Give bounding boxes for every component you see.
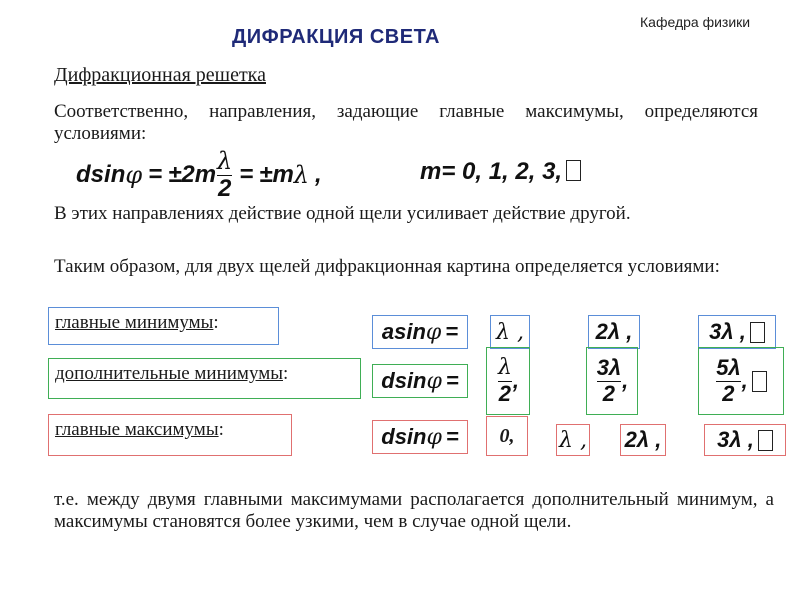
value-comma: ,	[741, 368, 748, 393]
lambda-symbol: λ	[293, 161, 310, 189]
sin-function: sin	[394, 368, 427, 393]
equals-sign: =	[445, 368, 459, 393]
phi-symbol: φ	[426, 424, 442, 450]
value-3lambda-over-2	[586, 347, 638, 415]
value-text: 2λ ,	[595, 319, 633, 344]
paragraph-two-slits: Таким образом, для двух щелей дифракционная картина определяется условиями:	[54, 256, 720, 277]
section-subtitle: Дифракционная решетка	[54, 64, 266, 86]
pm-m-term: ±m	[259, 161, 294, 188]
paragraph-reinforce: В этих направлениях действие одной щели усиливает действие другой.	[54, 203, 631, 224]
label-colon: :	[218, 419, 224, 440]
value-text: λ ,	[559, 427, 587, 453]
value-text: λ ,	[496, 319, 524, 345]
ellipsis-placeholder-icon	[758, 430, 773, 451]
value-2lambda	[588, 315, 640, 349]
var-a: a	[381, 319, 395, 344]
label-colon: :	[213, 312, 219, 333]
value-3lambda	[704, 424, 786, 456]
fraction-denominator: 2	[597, 381, 621, 406]
value-text: 3λ ,	[717, 427, 754, 452]
equals-sign: =	[445, 424, 459, 449]
label-text: главные минимумы	[55, 312, 214, 333]
label-colon: :	[283, 363, 289, 384]
main-maxima-equation	[76, 147, 322, 202]
equals-sign: =	[239, 161, 254, 188]
value-comma: ,	[512, 368, 520, 393]
lhs-a-sin-phi	[372, 315, 468, 349]
equals-sign: =	[445, 319, 459, 344]
value-text: 2λ ,	[624, 427, 662, 452]
fraction-numerator: 3λ	[596, 355, 622, 381]
label-text: главные максимумы	[55, 419, 219, 440]
label-additional-minima	[48, 358, 361, 399]
fraction-numerator: λ	[497, 355, 512, 381]
department-label: Кафедра физики	[640, 14, 751, 30]
sin-function: sin	[394, 319, 426, 344]
sin-function: sin	[90, 161, 126, 188]
value-lambda-over-2	[486, 347, 530, 415]
label-text: дополнительные минимумы	[55, 363, 283, 384]
phi-symbol: φ	[125, 161, 143, 189]
value-5lambda-over-2	[698, 347, 784, 415]
fraction	[597, 356, 621, 405]
value-text: 3λ ,	[709, 319, 746, 344]
phi-symbol: φ	[426, 368, 442, 394]
fraction-denominator: 2	[716, 381, 740, 406]
lhs-d-sin-phi	[372, 420, 468, 454]
fraction-denominator: 2	[217, 174, 232, 202]
m-values-equation	[420, 158, 581, 186]
ellipsis-placeholder-icon	[566, 160, 581, 181]
pm-2m-term: ±2m	[168, 161, 217, 188]
value-lambda	[490, 315, 530, 349]
paragraph-intro: Соответственно, направления, задающие главные максимумы, определяются условиями:	[54, 101, 758, 144]
page-title: ДИФРАКЦИЯ СВЕТА	[232, 26, 440, 48]
var-d: d	[381, 424, 395, 449]
label-main-maxima	[48, 414, 292, 456]
value-zero	[486, 416, 528, 456]
fraction-numerator: 5λ	[716, 355, 741, 381]
value-2lambda	[620, 424, 666, 456]
fraction-denominator: 2	[498, 380, 512, 406]
lhs-d-sin-phi	[372, 364, 468, 398]
sin-function: sin	[394, 424, 427, 449]
value-comma: ,	[622, 368, 629, 393]
equals-sign: =	[148, 161, 163, 188]
value-lambda	[556, 424, 590, 456]
value-text: 0,	[499, 424, 515, 447]
label-main-minima	[48, 307, 279, 345]
fraction	[498, 356, 512, 405]
ellipsis-placeholder-icon	[750, 322, 765, 343]
fraction	[716, 356, 740, 405]
ellipsis-placeholder-icon	[752, 371, 767, 392]
phi-symbol: φ	[425, 319, 442, 345]
m-values: m= 0, 1, 2, 3,	[420, 158, 563, 185]
var-d: d	[381, 368, 395, 393]
fraction-numerator: λ	[217, 147, 233, 176]
value-3lambda	[698, 315, 776, 349]
equation-comma: ,	[315, 161, 322, 188]
paragraph-conclusion: т.е. между двумя главными максимумами располагается дополнительный минимум, а максимумы становятся более узкими, чем в случае одной щели.	[54, 489, 774, 532]
lambda-over-2-fraction	[217, 148, 232, 202]
var-d: d	[76, 161, 91, 188]
